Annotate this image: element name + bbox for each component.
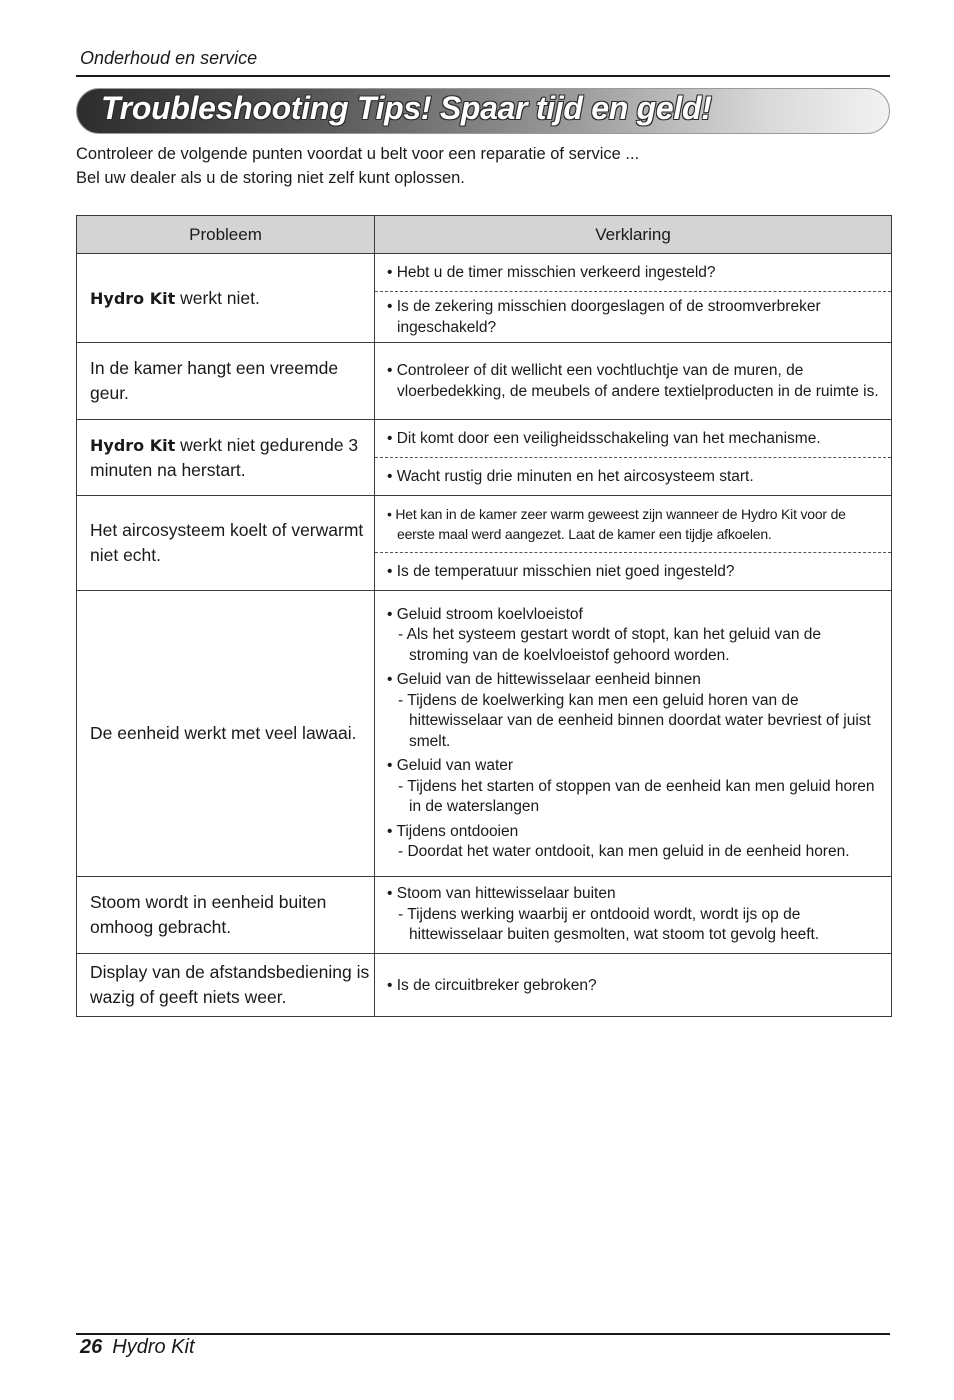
bottom-rule xyxy=(76,1333,890,1335)
brand-name: Hydro Kit xyxy=(90,435,176,455)
explanation-group xyxy=(387,822,881,863)
header-explanation: Verklaring xyxy=(375,216,892,254)
top-rule xyxy=(76,75,890,77)
problem-cell xyxy=(77,420,375,496)
table-row xyxy=(77,496,892,553)
explanation-cell xyxy=(375,954,892,1017)
problem-text: Stoom wordt in eenheid buiten omhoog gebracht. xyxy=(90,892,327,937)
table-header-row xyxy=(77,216,892,254)
explanation-cell xyxy=(375,458,892,496)
intro-text xyxy=(76,142,639,190)
problem-text: Display van de afstandsbediening is wazig of geeft niets weer. xyxy=(90,962,370,1007)
problem-text: Het aircosysteem koelt of verwarmt niet echt. xyxy=(90,520,364,565)
explanation-item: • Controleer of dit wellicht een vochtluchtje van de muren, de vloerbedekking, de meubels of andere textielproducten in de ruimte is. xyxy=(387,362,879,400)
explanation-cell xyxy=(375,254,892,292)
page-title: Troubleshooting Tips! Spaar tijd en geld! xyxy=(101,90,712,126)
explanation-group xyxy=(387,605,881,667)
problem-cell xyxy=(77,343,375,420)
explanation-group xyxy=(387,756,881,818)
page-number: 26 xyxy=(80,1336,103,1358)
explanation-cell xyxy=(375,343,892,420)
explanation-item: • Is de temperatuur misschien niet goed ingesteld? xyxy=(387,563,735,580)
explanation-detail: - Tijdens werking waarbij er ontdooid wordt, wordt ijs op de hittewisselaar buiten gesmolten, wat stoom tot gevolg heeft. xyxy=(398,905,820,944)
table-row xyxy=(77,420,892,458)
footer-product: Hydro Kit xyxy=(112,1336,195,1358)
explanation-cell xyxy=(375,496,892,553)
problem-text: werkt niet. xyxy=(175,287,260,308)
explanation-item: • Geluid van water xyxy=(387,757,514,774)
table-row xyxy=(77,954,892,1017)
explanation-detail: - Als het systeem gestart wordt of stopt, kan het geluid van de stroming van de koelvloeistof gehoord worden. xyxy=(398,626,822,664)
problem-text: In de kamer hangt een vreemde geur. xyxy=(90,358,339,403)
explanation-cell xyxy=(375,292,892,343)
explanation-item: • Tijdens ontdooien xyxy=(387,822,519,840)
problem-cell xyxy=(77,254,375,343)
problem-cell xyxy=(77,591,375,877)
explanation-cell xyxy=(375,877,892,954)
section-label: Onderhoud en service xyxy=(80,48,258,68)
table-row xyxy=(77,343,892,420)
explanation-cell xyxy=(375,420,892,458)
header-problem: Probleem xyxy=(77,216,375,254)
explanation-item: • Dit komt door een veiligheidsschakeling van het mechanisme. xyxy=(387,430,821,447)
problem-cell xyxy=(77,954,375,1017)
table-row xyxy=(77,877,892,954)
explanation-item: • Is de zekering misschien doorgeslagen of de stroomverbreker ingeschakeld? xyxy=(387,298,821,336)
explanation-detail: - Doordat het water ontdooit, kan men geluid in de eenheid horen. xyxy=(398,843,850,860)
explanation-item: • Is de circuitbreker gebroken? xyxy=(387,976,597,994)
problem-text: werkt niet gedurende 3 minuten na herstart. xyxy=(90,434,359,480)
explanation-cell xyxy=(375,553,892,591)
troubleshooting-table xyxy=(76,215,892,1017)
explanation-item: • Geluid stroom koelvloeistof xyxy=(387,605,583,623)
brand-name: Hydro Kit xyxy=(90,288,176,308)
explanation-group xyxy=(387,670,881,752)
title-banner xyxy=(76,88,890,134)
problem-cell xyxy=(77,877,375,954)
table-row xyxy=(77,591,892,877)
problem-cell xyxy=(77,496,375,591)
intro-line-2: Bel uw dealer als u de storing niet zelf kunt oplossen. xyxy=(76,169,465,187)
explanation-item: • Hebt u de timer misschien verkeerd ingesteld? xyxy=(387,264,716,281)
table-row xyxy=(77,254,892,292)
explanation-detail: - Tijdens het starten of stoppen van de eenheid kan men geluid horen in de waterslangen xyxy=(398,777,875,815)
explanation-item: • Wacht rustig drie minuten en het aircosysteem start. xyxy=(387,468,754,485)
explanation-item: • Het kan in de kamer zeer warm geweest zijn wanneer de Hydro Kit voor de eerste maal werd aangezet. Laat de kamer een tijdje afkoelen. xyxy=(387,506,846,542)
intro-line-1: Controleer de volgende punten voordat u belt voor een reparatie of service ... xyxy=(76,145,640,163)
explanation-cell xyxy=(375,591,892,877)
page-footer xyxy=(80,1336,195,1359)
explanation-item: • Geluid van de hittewisselaar eenheid binnen xyxy=(387,671,701,688)
problem-text: De eenheid werkt met veel lawaai. xyxy=(90,723,357,743)
explanation-item: • Stoom van hittewisselaar buiten xyxy=(387,885,616,903)
explanation-detail: - Tijdens de koelwerking kan men een geluid horen van de hittewisselaar van de eenheid binnen doordat water bevriest of juist smelt. xyxy=(398,691,871,750)
